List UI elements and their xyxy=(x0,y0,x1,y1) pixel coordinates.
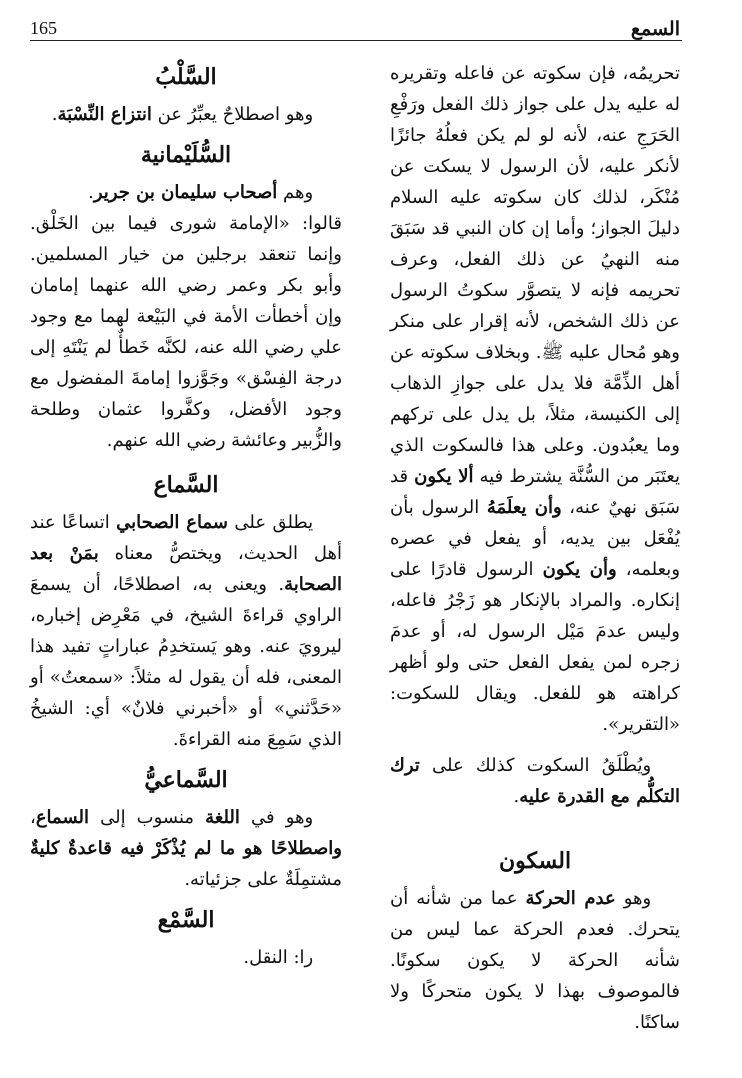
text-run: . ويعنى به، اصطلاحًا، أن يسمعَ الراوي قراءةَ الشيخ، في مَعْرِض إخباره، ليرويَ عنه. وهو يَستخدِمُ عباراتٍ تفيد هذا المعنى، فله أن يقول له مثلاً: «سمعتُ» أو «حَدَّثني» أو «أخبرني فلانٌ» أي: الشيخُ الذي سَمِعَ منه القراءةَ. xyxy=(30,574,342,750)
text-run: وهو اصطلاحٌ يعبِّرُ عن xyxy=(151,104,314,125)
text-run: اتساعًا عند أهل الحديث، ويختصُّ معناه xyxy=(30,512,342,564)
sulaymaniyya-quote: قالوا: «الإمامة شورى فيما بين الخَلْق. وإنما تنعقد برجلين من خيار المسلمين. وأبو بكر وعمر رضي الله عنهما إمامان وإن أخطأت الأمة في البَيْعة لهما مع وجود علي رضي الله عنه، لكنَّه خَطأٌ لم يَنْتَهِ إلى درجة الفِسْق» وجَوَّزوا إمامةَ المفضول مع وجود الأفضل، وكفَّروا عثمان وطلحة والزُّبير وعائشة رضي الله عنهم. xyxy=(30,213,342,451)
bold-term: عدم الحركة xyxy=(525,888,616,909)
left-column xyxy=(30,58,342,973)
text-run: وهو xyxy=(615,888,652,909)
salb-definition xyxy=(30,99,342,130)
right-column xyxy=(390,58,680,1038)
bold-term: السماع xyxy=(35,807,89,828)
text-run: . xyxy=(88,182,94,203)
text-run: ، xyxy=(30,807,36,828)
bold-term: واصطلاحًا هو ما لم يُذْكَرْ فيه قاعدةٌ كليةٌ xyxy=(30,838,342,859)
entry-title-sam: السَّمْع xyxy=(157,907,215,933)
bold-term: وأن يكون xyxy=(542,559,617,580)
sulaymaniyya-definition xyxy=(30,177,342,208)
text-run: يطلق على xyxy=(228,512,314,533)
samaii-definition xyxy=(30,802,342,895)
samaa-definition xyxy=(30,507,342,755)
bold-term: انتزاع النِّسْبَة xyxy=(57,104,152,125)
entry-title-samaii: السَّماعيُّ xyxy=(144,767,228,793)
bold-term: أصحاب سليمان بن جرير xyxy=(93,182,278,203)
sukoon-definition xyxy=(390,883,680,1038)
bold-term: وأن يعلَمَهُ xyxy=(486,497,562,518)
page-number: 165 xyxy=(30,18,57,38)
text-run: منسوب إلى xyxy=(89,807,206,828)
text-run: عما من شأنه أن يتحرك. فعدم الحركة عما ليس من شأنه الحركة لا يكون سكونًا. فالموصوف بهذا لا يكون متحركًا ولا ساكنًا. xyxy=(390,888,680,1033)
text-run: وهم xyxy=(277,182,314,203)
text-run: . xyxy=(513,786,520,807)
header-title: السمع xyxy=(630,18,680,40)
entry-title-samaa: السَّماع xyxy=(153,472,219,498)
bold-term: بمَنْ بعد الصحابة xyxy=(30,543,342,595)
entry-title-sukoon: السكون xyxy=(498,848,572,874)
text-run: ويُطْلَقُ السكوت كذلك على xyxy=(419,755,652,776)
entry-title-sulaymaniyya: السُّلَيْمانية xyxy=(140,142,232,168)
sukut-second-paragraph xyxy=(390,750,680,812)
text-run: مشتمِلَةٌ على جزئياته. xyxy=(184,869,342,890)
text-run: الرسول بأن يُفْعَل بين يديه، أو يفعل في عصره وبعلمه، xyxy=(390,497,681,580)
bold-term: ألا يكون xyxy=(414,466,474,487)
text-run: وهو في xyxy=(239,807,314,828)
sukut-continuation-paragraph xyxy=(390,58,680,740)
bold-term: ترك التكلُّم مع القدرة عليه xyxy=(390,755,680,807)
header-divider xyxy=(30,40,682,41)
text-run: قد سَبَق نهيٌ عنه، xyxy=(390,466,680,518)
bold-term: اللغة xyxy=(205,807,240,828)
text-run: . xyxy=(51,104,58,125)
text-run: تحريمُه، فإن سكوته عن فاعله وتقريره له عليه يدل على جواز ذلك الفعل ورَفْعِ الحَرَجِ عنه، لأنه لو لم يكن فعلُهُ جائزًا لأنكر عليه، لأن الرسول لا يسكت عن مُنْكَر، لذلك كان سكوته عليه السلام دليلَ الجواز؛ وأما إن كان النبي قد سَبَقَ منه النهيُ عن ذلك الفعل، وعرف تحريمه فإنه لا يتصوَّر سكوتُ الرسول عن ذلك الشخص، لأنه إقرار على منكر وهو مُحال عليه ﷺ. وبخلاف سكوته عن أهل الذِّمَّة فلا يدل على جوازِ الذهاب إلى الكنيسة، مثلاً، بل يدل على تركهم وما يعبُدون. وعلى هذا فالسكوت الذي يعتَبَر من السُّنَّة يشترط فيه xyxy=(390,63,680,487)
text-run: الرسول قادرًا على إنكاره. والمراد بالإنكار هو زَجْرُ فاعله، وليس عدمَ مَيْل الرسول له، أو عدمَ زجره لمن يفعل الفعل حتى ولو أظهر كراهته هو للفعل. ويقال للسكوت: «التقرير». xyxy=(390,559,680,735)
entry-title-salb: السَّلْبُ xyxy=(155,64,217,90)
bold-term: سماع الصحابي xyxy=(116,512,228,533)
sam-cross-reference: را: النقل. xyxy=(243,947,314,968)
running-header xyxy=(30,14,680,48)
